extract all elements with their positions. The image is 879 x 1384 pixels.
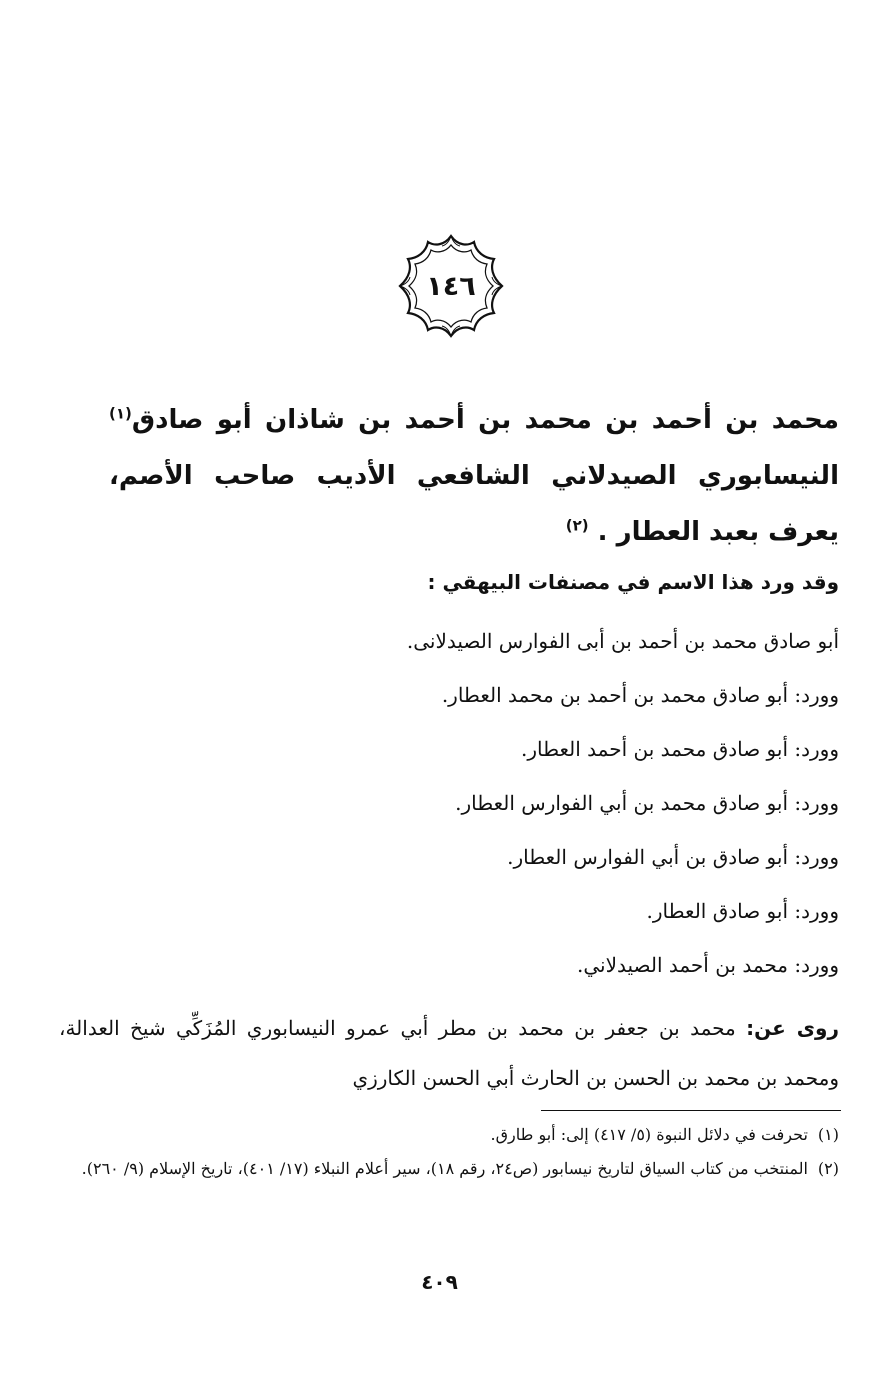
footnotes (39, 1118, 839, 1186)
footnote-ref-2[interactable]: (٢) (565, 516, 589, 535)
narrated-from-text: محمد بن جعفر بن محمد بن مطر أبي عمرو النيسابوري المُزَكِّي شيخ العدالة، ومحمد بن محمد بن الحسن بن الحارث أبي الحسن الكارزي (59, 1016, 839, 1090)
subheading: وقد ورد هذا الاسم في مصنفات البيهقي : (427, 570, 839, 594)
footnote-number: (٢) (817, 1159, 839, 1178)
name-variants-list (59, 614, 839, 992)
footnote-ref-1[interactable]: (١) (109, 404, 132, 423)
name-variant: وورد: أبو صادق محمد بن أبي الفوارس العطار. (455, 791, 839, 815)
entry-number: ١٤٦ (426, 270, 476, 302)
narrated-from-paragraph (59, 1003, 839, 1103)
footnote-text: المنتخب من كتاب السياق لتاريخ نيسابور (ص٢٤، رقم ١٨)، سير أعلام النبلاء (١٧/ ٤٠١)، تاريخ الإسلام (٩/ ٢٦٠). (81, 1159, 808, 1178)
footnote-number: (١) (817, 1125, 839, 1144)
narrated-from-label: روى عن: (746, 1016, 839, 1040)
page-number: ٤٠٩ (421, 1270, 458, 1294)
name-variant: وورد: محمد بن أحمد الصيدلاني. (576, 953, 839, 977)
entry-title-text: محمد بن أحمد بن محمد بن أحمد بن شاذان أبو صادق (131, 405, 839, 435)
entry-number-ornament (396, 232, 506, 340)
entry-title (109, 392, 839, 560)
name-variant: وورد: أبو صادق محمد بن أحمد بن محمد العطار. (441, 683, 839, 707)
footnote-divider (541, 1110, 841, 1111)
footnote-item (39, 1118, 839, 1152)
entry-title-continuation: النيسابوري الصيدلاني الشافعي الأديب صاحب الأصم، يعرف بعبد العطار . (109, 461, 839, 547)
name-variant: وورد: أبو صادق بن أبي الفوارس العطار. (507, 845, 839, 869)
name-variant: وورد: أبو صادق العطار. (646, 899, 839, 923)
name-variant: أبو صادق محمد بن أحمد بن أبى الفوارس الصيدلانى. (406, 629, 839, 653)
footnote-item (39, 1152, 839, 1186)
name-variant: وورد: أبو صادق محمد بن أحمد العطار. (521, 737, 839, 761)
footnote-text: تحرفت في دلائل النبوة (٥/ ٤١٧) إلى: أبو طارق. (490, 1125, 808, 1144)
